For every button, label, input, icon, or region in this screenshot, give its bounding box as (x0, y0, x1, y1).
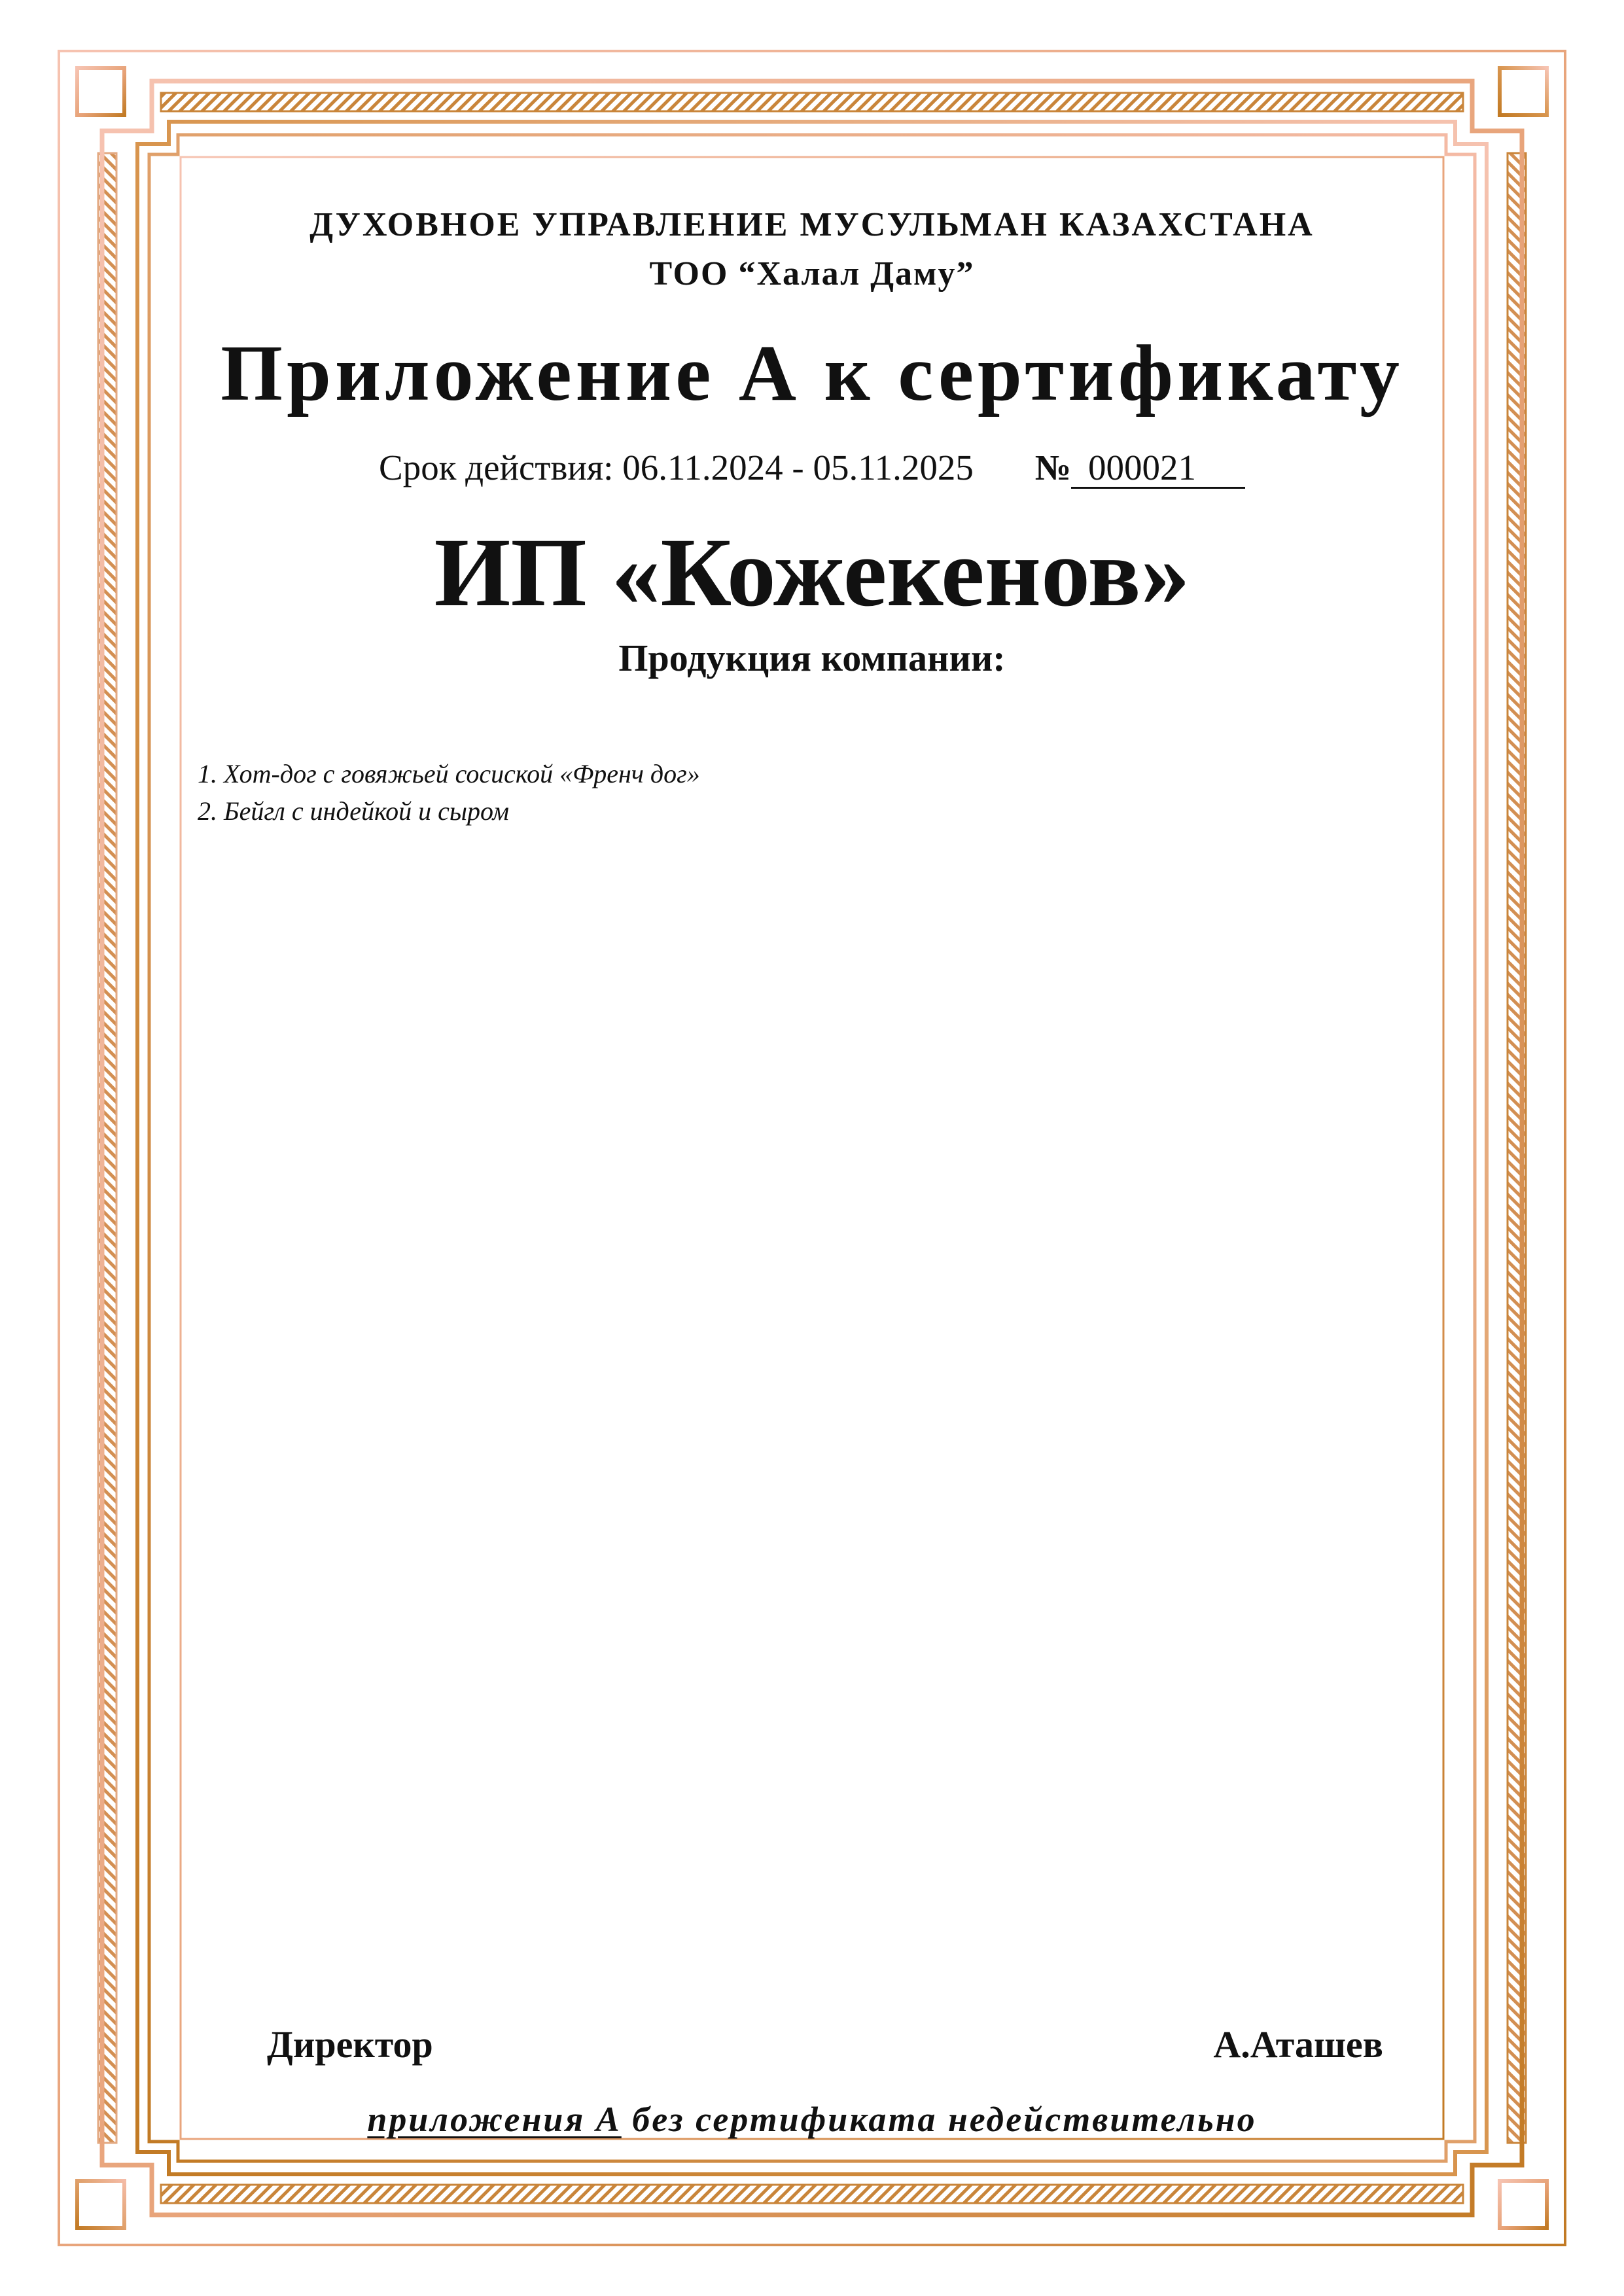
stepped-frame-middle (137, 122, 1487, 2174)
signature-name: А.Аташев (1213, 2023, 1383, 2066)
document-title: Приложение А к сертификату (221, 329, 1403, 417)
signature-role: Директор (267, 2023, 433, 2066)
validity-row (0, 449, 1624, 489)
product-item: 2. Бейгл с индейкой и сыром (198, 796, 509, 826)
stepped-frame-inner (149, 135, 1475, 2161)
hatched-band-bottom (161, 2185, 1463, 2203)
certificate-number-label: № (1034, 448, 1071, 487)
corner-square-top-left (77, 68, 124, 115)
corner-square-top-right (1500, 68, 1547, 115)
validity-notice (0, 2102, 1624, 2137)
company-name: ТОО “Халал Даму” (649, 255, 975, 292)
certificate-holder-name: ИП «Кожекенов» (434, 518, 1190, 627)
hatched-band-top (161, 93, 1463, 111)
validity-notice-rest: без сертификата недействительно (632, 2100, 1257, 2139)
organization-name: ДУХОВНОЕ УПРАВЛЕНИЕ МУСУЛЬМАН КАЗАХСТАНА (309, 206, 1315, 243)
validity-period: 06.11.2024 - 05.11.2025 (622, 448, 974, 487)
corner-square-bottom-right (1500, 2181, 1547, 2228)
validity-label: Срок действия: (379, 448, 614, 487)
corner-square-bottom-left (77, 2181, 124, 2228)
product-item: 1. Хот-дог с говяжьей сосиской «Френч дог» (198, 759, 700, 788)
products-heading: Продукция компании: (618, 637, 1006, 679)
products-list (198, 755, 700, 830)
certificate-number: 000021 (1071, 449, 1245, 489)
validity-notice-underlined: приложения А (367, 2100, 622, 2139)
